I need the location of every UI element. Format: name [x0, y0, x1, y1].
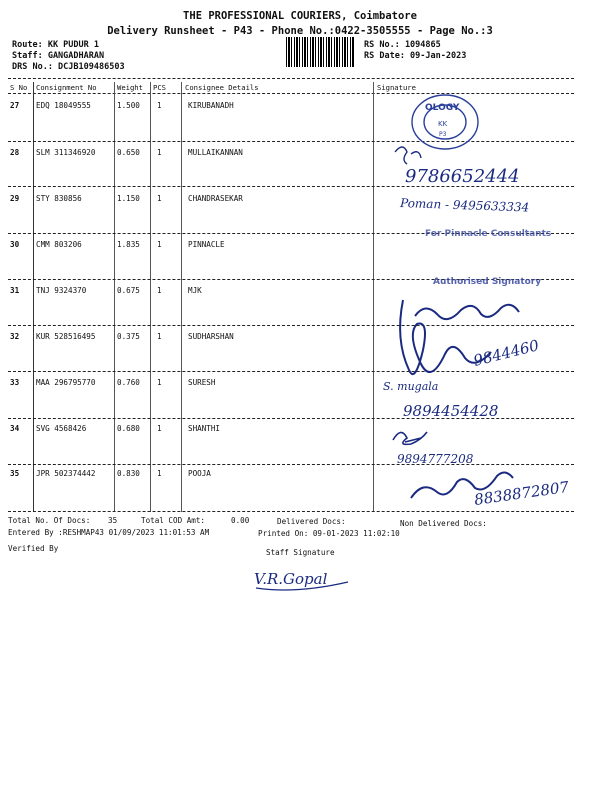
row-sno: 35 [10, 469, 20, 478]
verified-by: Verified By [8, 544, 59, 553]
row-sno: 27 [10, 101, 20, 110]
staff-signature-label: Staff Signature [266, 548, 335, 557]
company-title: THE PROFESSIONAL COURIERS, Coimbatore [183, 10, 417, 22]
row-sno: 28 [10, 148, 20, 157]
row-weight: 0.760 [117, 378, 140, 387]
row-consignee: KIRUBANADH [188, 101, 234, 110]
signature-marks [375, 90, 600, 515]
handwriting-34: 9894777208 [397, 452, 474, 466]
signature-35 [411, 472, 513, 498]
row-pcs: 1 [157, 240, 162, 249]
row-consignment: SVG 4568426 [36, 424, 87, 433]
rs-date: RS Date: 09-Jan-2023 [364, 51, 467, 61]
signature-34 [393, 432, 427, 444]
col-divider [181, 82, 182, 512]
row-consignee: MJK [188, 286, 202, 295]
row-consignment: EDQ 18049555 [36, 101, 91, 110]
total-docs-label: Total No. Of Docs: [8, 516, 91, 525]
cod-label: Total COD Amt: [141, 516, 206, 525]
cod-value: 0.00 [231, 516, 250, 525]
row-weight: 1.150 [117, 194, 140, 203]
row-rule [8, 464, 574, 465]
row-rule [8, 325, 574, 326]
handwriting-32: 9844460 [471, 336, 541, 370]
row-rule [8, 418, 574, 419]
total-docs-value: 35 [108, 516, 118, 525]
row-consignment: TNJ 9324370 [36, 286, 87, 295]
col-divider [150, 82, 151, 512]
row-consignee: PINNACLE [188, 240, 225, 249]
row-rule [8, 233, 574, 234]
delivered-label: Delivered Docs: [277, 517, 346, 526]
row-sno: 32 [10, 332, 20, 341]
row-weight: 0.680 [117, 424, 140, 433]
col-signature: Signature [377, 83, 416, 92]
row-consignment: SLM 311346920 [36, 148, 96, 157]
printed-on: Printed On: 09-01-2023 11:02:10 [258, 529, 400, 538]
col-sno: S No [10, 83, 28, 92]
row-pcs: 1 [157, 378, 162, 387]
handwriting-35: 8838872807 [473, 477, 571, 509]
row-weight: 0.375 [117, 332, 140, 341]
entered-by: Entered By :RESHMAP43 01/09/2023 11:01:53 AM [8, 528, 210, 537]
row-consignee: MULLAIKANNAN [188, 148, 243, 157]
col-weight: Weight [117, 83, 143, 92]
row-rule [8, 371, 574, 372]
svg-text:KK: KK [438, 120, 448, 128]
row-consignment: STY 830856 [36, 194, 82, 203]
svg-text:9786652444: 9786652444 [405, 166, 520, 187]
row-pcs: 1 [157, 101, 162, 110]
row-weight: 1.835 [117, 240, 140, 249]
row-rule [8, 279, 574, 280]
row-consignment: MAA 296795770 [36, 378, 96, 387]
col-divider [373, 82, 374, 512]
row-consignment: CMM 803206 [36, 240, 82, 249]
col-consignee: Consignee Details [185, 83, 259, 92]
row-sno: 29 [10, 194, 20, 203]
non-delivered-label: Non Delivered Docs: [400, 519, 487, 528]
row-sno: 31 [10, 286, 20, 295]
row-pcs: 1 [157, 469, 162, 478]
row-pcs: 1 [157, 286, 162, 295]
barcode [286, 37, 354, 67]
row-consignment: KUR 528516495 [36, 332, 96, 341]
stamp-30: For Pinnacle Consultants [425, 229, 552, 239]
row-consignee: CHANDRASEKAR [188, 194, 243, 203]
row-pcs: 1 [157, 424, 162, 433]
row-consignee: SURESH [188, 378, 216, 387]
runsheet-subtitle: Delivery Runsheet - P43 - Phone No.:0422-3505555 - Page No.:3 [107, 25, 493, 37]
row-sno: 30 [10, 240, 20, 249]
handwriting-28 [395, 147, 520, 187]
staff: Staff: GANGADHARAN [12, 51, 105, 61]
row-consignee: SHANTHI [188, 424, 221, 433]
handwriting-29: Poman - 9495633334 [399, 196, 530, 215]
row-consignee: POOJA [188, 469, 211, 478]
col-divider [33, 82, 34, 512]
row-consignment: JPR 502374442 [36, 469, 96, 478]
row-sno: 33 [10, 378, 20, 387]
svg-text:P3: P3 [439, 131, 447, 138]
svg-text:V.R.Gopal: V.R.Gopal [254, 570, 328, 588]
row-rule [8, 186, 574, 187]
table-bottom-rule [8, 511, 574, 512]
col-pcs: PCS [153, 83, 166, 92]
handwriting-33b: 9894454428 [403, 402, 499, 420]
header-top-rule [8, 78, 574, 79]
row-pcs: 1 [157, 332, 162, 341]
row-consignee: SUDHARSHAN [188, 332, 234, 341]
row-sno: 34 [10, 424, 20, 433]
col-consignment: Consignment No [36, 83, 97, 92]
col-divider [114, 82, 115, 512]
row-rule [8, 141, 574, 142]
staff-signature-icon [250, 560, 360, 594]
rs-number: RS No.: 1094865 [364, 40, 441, 50]
signature-32 [400, 300, 491, 374]
drs-number: DRS No.: DCJB109486503 [12, 62, 125, 72]
row-pcs: 1 [157, 194, 162, 203]
stamp-31: Authorised Signatory [433, 277, 542, 287]
row-weight: 0.675 [117, 286, 140, 295]
handwriting-33a: S. mugala [383, 380, 439, 393]
row-pcs: 1 [157, 148, 162, 157]
header-bottom-rule [8, 93, 574, 94]
row-weight: 1.500 [117, 101, 140, 110]
route: Route: KK PUDUR 1 [12, 40, 99, 50]
signature-31 [415, 305, 519, 319]
svg-text:OLOGY: OLOGY [425, 103, 460, 113]
row-weight: 0.650 [117, 148, 140, 157]
row-weight: 0.830 [117, 469, 140, 478]
